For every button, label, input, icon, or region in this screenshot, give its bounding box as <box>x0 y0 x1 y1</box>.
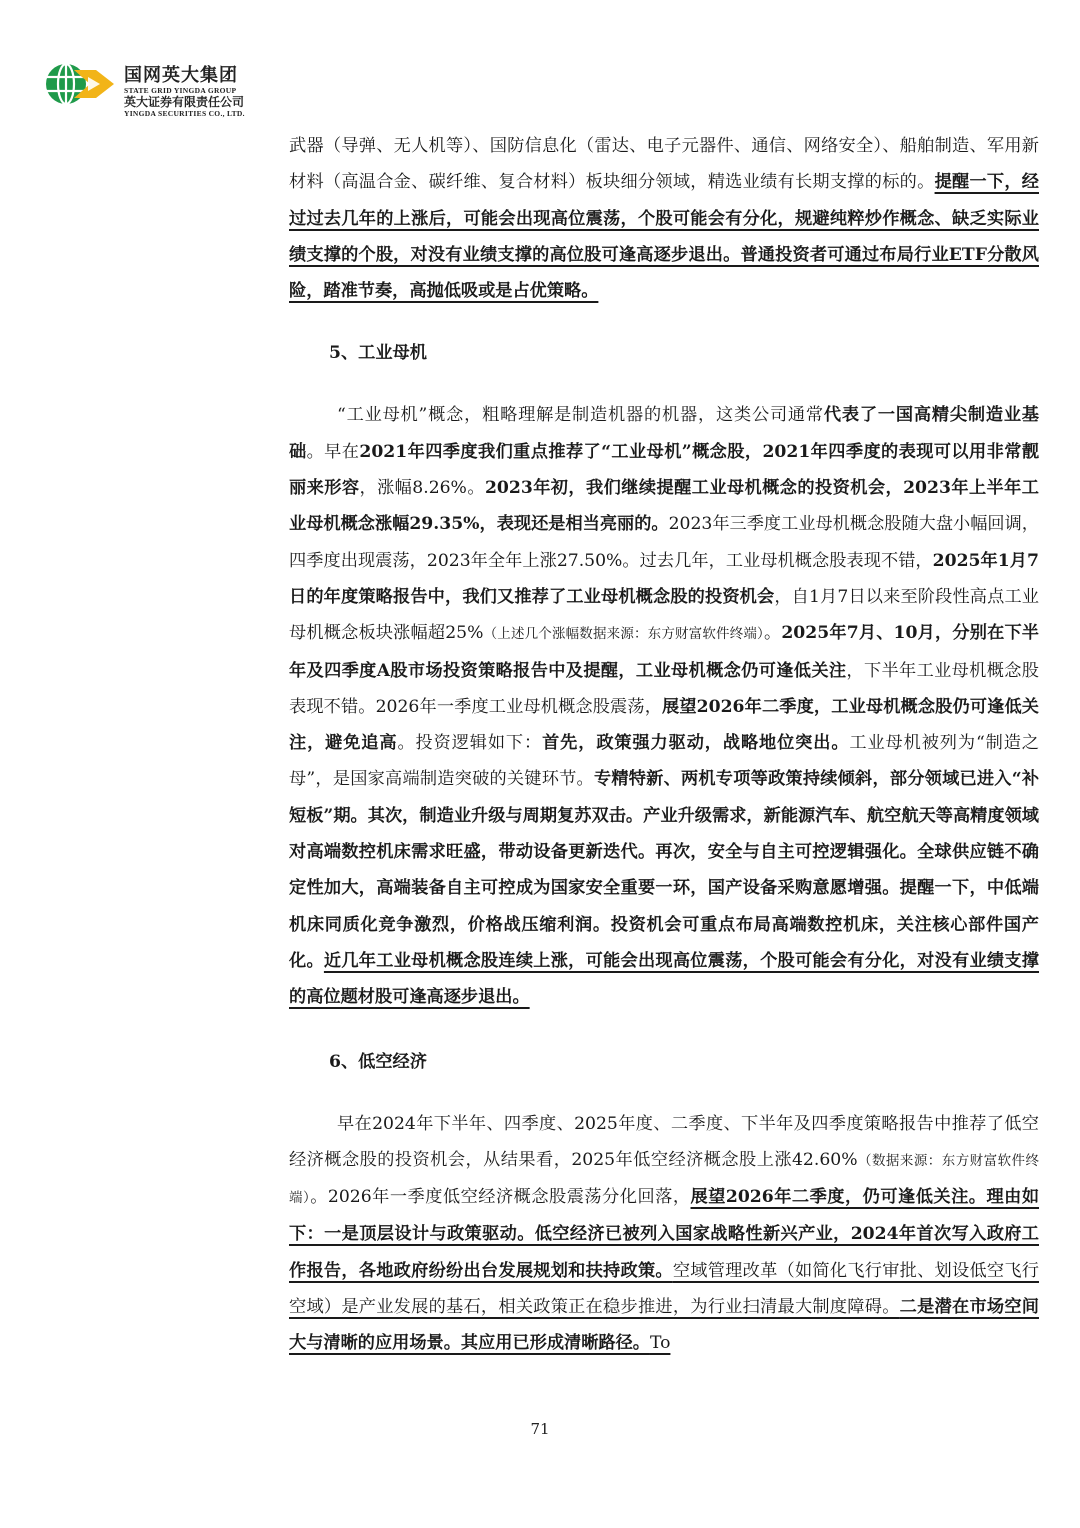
highlighted-outlook: 展望2026年二季度，仍可逢低关注。理由如下：一是顶层设计与政策驱动。低空经济已被列入国家战略性新兴产业，2024年首次写入政府工作报告，各地政府纷纷出台发展规划和扶持政策。 <box>289 1187 1040 1281</box>
text-run: 早在2024年下半年、四季度、2025年度、二季度、下半年及四季度策略报告中推荐了低空经济概念股的投资机会，从结果看，2025年低空经济概念股上涨42.60% <box>289 1113 1039 1170</box>
text-run: 。 <box>763 623 782 644</box>
bold-run: 2025年7月、10月，分别在下半年及四季度A股市场投资策略报告中及提醒，工业母机概念仍可逢低关注 <box>289 623 1039 681</box>
paragraph-machine-tools <box>289 397 1039 1015</box>
subsidiary-name-cn: 英大证券有限责任公司 <box>124 95 245 109</box>
text-run: 。早在 <box>306 441 360 462</box>
bold-run: 代表了一国高精尖制造业基础 <box>289 405 1039 462</box>
paragraph-defense <box>289 128 1039 309</box>
highlighted-reminder: 近几年工业母机概念股连续上涨，可能会出现高位震荡，个股可能会有分化，对没有业绩支撑的高位题材股可逢高逐步退出。 <box>289 950 1039 1008</box>
bold-run: 2025年1月7日的年度策略报告中，我们又推荐了工业母机概念股的投资机会 <box>289 550 1039 607</box>
highlighted-reminder: 提醒一下，经过过去几年的上涨后，可能会出现高位震荡，个股可能会有分化，规避纯粹炒作概念、缺乏实际业绩支撑的个股，对没有业绩支撑的高位股可逢高逐步退出。普通投资者可通过布局行业ETF分散风险，踏准节奏，高抛低吸或是占优策略。 <box>289 172 1039 302</box>
text-run: ，下半年工业母机概念股表现不错。2026年一季度工业母机概念股震荡， <box>289 660 1039 717</box>
text-run: 工业母机被列为“制造之母”，是国家高端制造突破的关键环节。 <box>289 733 1039 790</box>
bold-run: 首先，政策强力驱动，战略地位突出。 <box>542 733 850 754</box>
document-body <box>289 128 1039 1362</box>
highlighted-outlook: 二是潜在市场空间大与清晰的应用场景。其应用已形成清晰路径。 <box>289 1297 1039 1354</box>
section-heading-machine-tools: 5、工业母机 <box>329 343 427 364</box>
section-heading-low-altitude-economy: 6、低空经济 <box>329 1051 427 1072</box>
text-run: ，涨幅8.26%。 <box>359 478 485 499</box>
underlined-run: 空域管理改革（如简化飞行审批、划设低空飞行空域）是产业发展的基石，相关政策正在稳步推进，为行业扫清最大制度障碍。 <box>289 1260 1039 1318</box>
bold-run: 2023年初，我们继续提醒工业母机概念的投资机会，2023年上半年工业母机概念涨幅29.35%，表现还是相当亮丽的。 <box>289 478 1039 535</box>
text-run: 。投资逻辑如下： <box>397 733 543 754</box>
text-run: 2023年三季度工业母机概念股随大盘小幅回调，四季度出现震荡，2023年全年上涨27.50%。过去几年，工业母机概念股表现不错， <box>289 514 1039 571</box>
bold-run: 展望2026年二季度，工业母机概念股仍可逢低关注，避免追高 <box>289 696 1039 754</box>
paragraph-low-altitude-economy <box>289 1106 1039 1362</box>
text-run: 。2026年一季度低空经济概念股震荡分化回落， <box>310 1187 691 1208</box>
bold-run: 专精特新、两机专项等政策持续倾斜，部分领域已进入“补短板”期。其次，制造业升级与周期复苏双击。产业升级需求，新能源汽车、航空航天等高精度领域对高端数控机床需求旺盛，带动设备更新迭代。再次，安全与自主可控逻辑强化。全球供应链不确定性加大，高端装备自主可控成为国家安全重要一环，国产设备采购意愿增强。提醒一下，中低端机床同质化竞争激烈，价格战压缩利润。投资机会可重点布局高端数控机床，关注核心部件国产化。 <box>289 769 1040 971</box>
company-name-en: STATE GRID YINGDA GROUP <box>124 86 237 95</box>
state-grid-yingda-logo-icon <box>44 62 118 106</box>
company-name-cn: 国网英大集团 <box>124 65 238 86</box>
underlined-run: To <box>649 1333 671 1354</box>
company-logo <box>44 62 304 126</box>
source-note: （数据来源：东方财富软件终端） <box>289 1152 1040 1207</box>
text-run: 武器（导弹、无人机等）、国防信息化（雷达、电子元器件、通信、网络安全）、船舶制造、军用新材料（高温合金、碳纤维、复合材料）板块细分领域，精选业绩有长期支撑的标的。 <box>289 136 1039 193</box>
subsidiary-name-en: YINGDA SECURITIES CO., LTD. <box>124 109 245 118</box>
text-run: “工业母机”概念，粗略理解是制造机器的机器，这类公司通常 <box>337 405 824 426</box>
bold-run: 2021年四季度我们重点推荐了“工业母机”概念股，2021年四季度的表现可以用非常靓丽来形容 <box>289 441 1039 499</box>
text-run: ，自1月7日以来至阶段性高点工业母机概念板块涨幅超25% <box>289 586 1039 644</box>
page-number: 71 <box>530 1420 550 1438</box>
source-note: （上述几个涨幅数据来源：东方财富软件终端） <box>483 626 764 643</box>
